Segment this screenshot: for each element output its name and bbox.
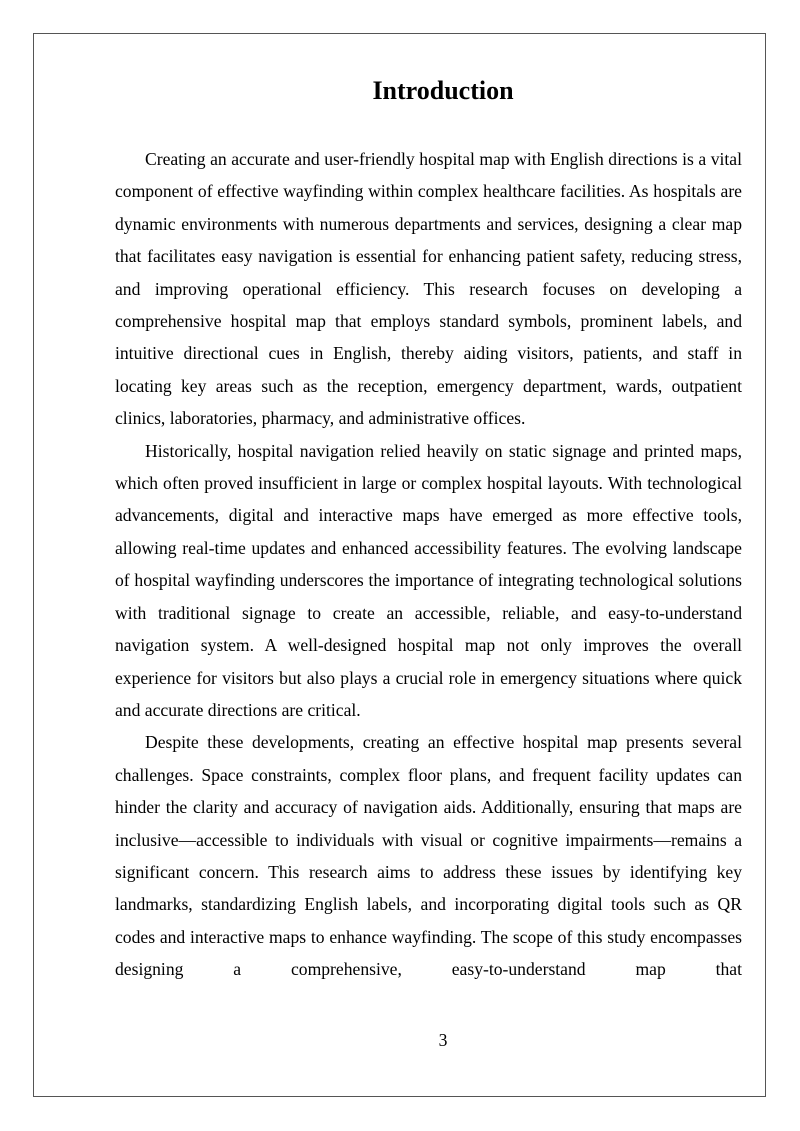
page-title: Introduction <box>372 76 514 105</box>
page-number: 3 <box>438 1030 448 1050</box>
paragraph-2: Historically, hospital navigation relied heavily on static signage and printed maps, which often proved insufficient in large or complex hospital layouts. With technological advancements, digital and interactive maps have emerged as more effective tools, allowing real-time updates and enhanced accessibility features. The evolving landscape of hospital wayfinding underscores the importance of integrating technological solutions with traditional signage to create an accessible, reliable, and easy-to-understand navigation system. A well-designed hospital map not only improves the overall experience for visitors but also plays a crucial role in emergency situations where quick and accurate directions are critical. <box>115 440 742 720</box>
paragraph-3: Despite these developments, creating an effective hospital map presents several challenges. Space constraints, complex floor plans, and frequent facility updates can hinder the clarity and accuracy of navigation aids. Additionally, ensuring that maps are inclusive—accessible to individuals with visual or cognitive impairments—remains a significant concern. This research aims to address these issues by identifying key landmarks, standardizing English labels, and incorporating digital tools such as QR codes and interactive maps to enhance wayfinding. The scope of this study encompasses designing a comprehensive, easy-to-understand map that <box>115 732 742 980</box>
body-text <box>115 143 742 986</box>
paragraph-1: Creating an accurate and user-friendly hospital map with English directions is a vital component of effective wayfinding within complex healthcare facilities. As hospitals are dynamic environments with numerous departments and services, designing a clear map that facilitates easy navigation is essential for enhancing patient safety, reducing stress, and improving operational efficiency. This research focuses on developing a comprehensive hospital map that employs standard symbols, prominent labels, and intuitive directional cues in English, thereby aiding visitors, patients, and staff in locating key areas such as the reception, emergency department, wards, outpatient clinics, laboratories, pharmacy, and administrative offices. <box>115 149 742 429</box>
